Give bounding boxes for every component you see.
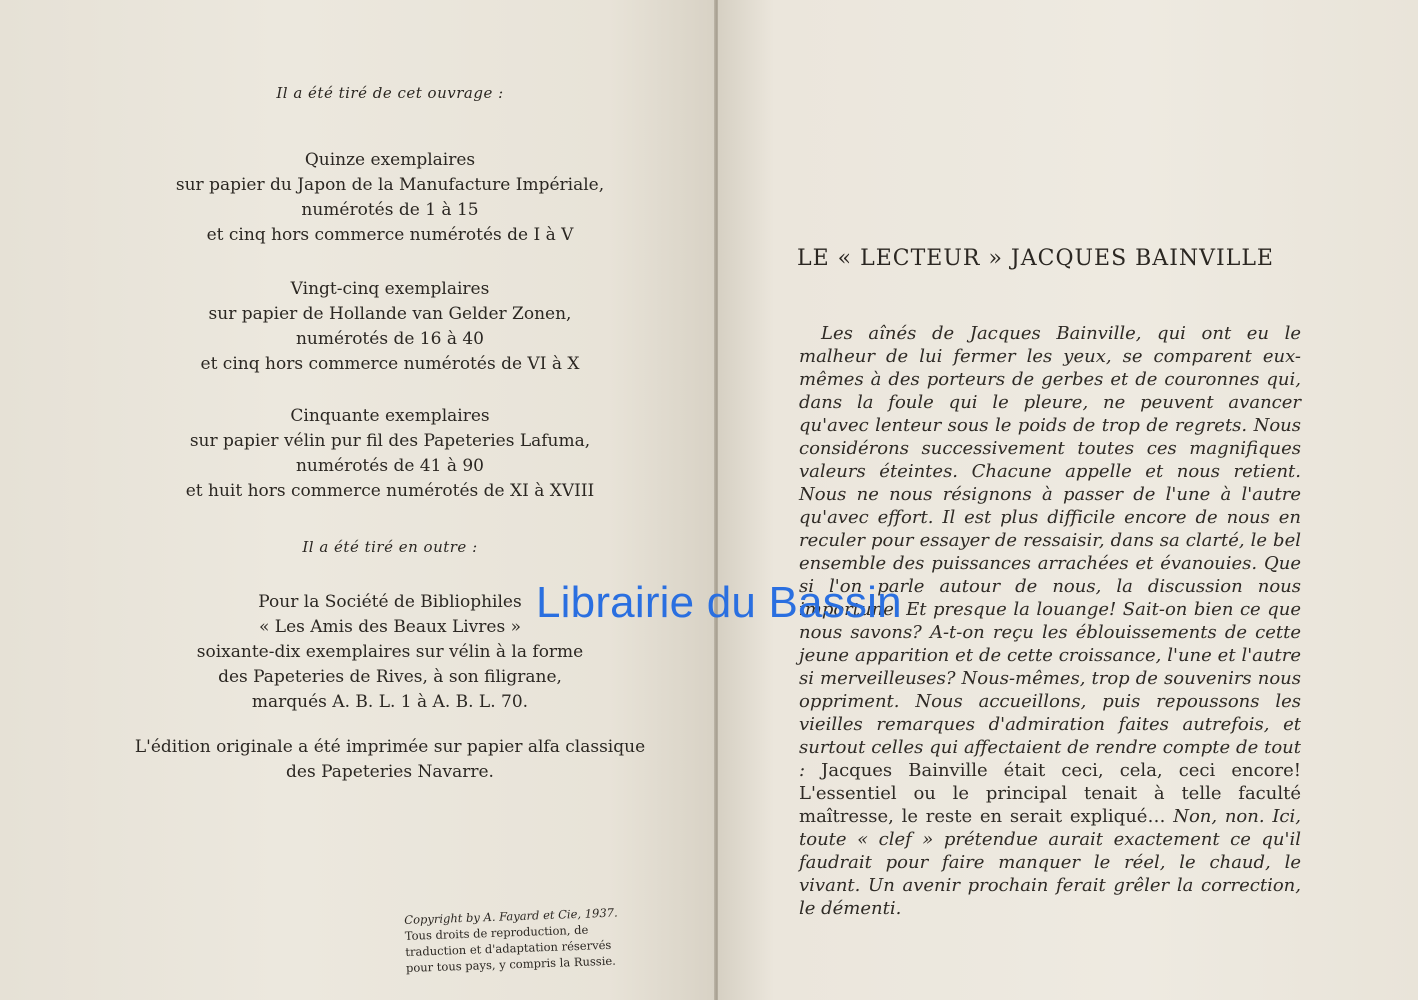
edition-line: sur papier du Japon de la Manufacture Impériale, bbox=[175, 175, 605, 195]
edition-group-japon bbox=[120, 148, 660, 248]
edition-line: Quinze exemplaires bbox=[304, 150, 476, 170]
bibliophiles-line: « Les Amis des Beaux Livres » bbox=[259, 617, 521, 637]
outre-intro: Il a été tiré en outre : bbox=[302, 538, 478, 556]
copyright-line: Tous droits de reproduction, de bbox=[404, 922, 589, 943]
print-run-intro: Il a été tiré de cet ouvrage : bbox=[276, 84, 504, 102]
edition-line: numérotés de 1 à 15 bbox=[301, 200, 479, 220]
edition-line: sur papier de Hollande van Gelder Zonen, bbox=[208, 304, 572, 324]
edition-group-hollande bbox=[120, 277, 660, 377]
edition-line: numérotés de 16 à 40 bbox=[295, 329, 484, 349]
watermark-logo: Librairie du Bassin bbox=[536, 578, 902, 627]
edition-line: Cinquante exemplaires bbox=[290, 406, 490, 426]
copyright-line: Copyright by A. Fayard et Cie, 1937. bbox=[404, 905, 618, 927]
edition-line: Vingt-cinq exemplaires bbox=[290, 279, 490, 299]
edition-line: numérotés de 41 à 90 bbox=[295, 456, 484, 476]
original-edition-block bbox=[110, 735, 670, 785]
body-roman-text: Jacques Bainville était ceci, cela, ceci encore! L'essentiel ou le principal tenait à telle faculté maîtresse, le reste en serait expliqué… bbox=[799, 760, 1301, 827]
edition-group-velin bbox=[120, 404, 660, 504]
bibliophiles-line: des Papeteries de Rives, à son filigrane, bbox=[218, 667, 562, 687]
edition-line: sur papier vélin pur fil des Papeteries Lafuma, bbox=[189, 431, 591, 451]
original-line: des Papeteries Navarre. bbox=[286, 762, 494, 782]
copyright-line: pour tous pays, y compris la Russie. bbox=[405, 953, 617, 975]
bibliophiles-line: marqués A. B. L. 1 à A. B. L. 70. bbox=[251, 692, 529, 712]
body-italic-end-text: Non, non. Ici, toute « clef » prétendue aurait exactement ce qu'il faudrait pour faire manquer le réel, le chaud, le vivant. Un avenir prochain ferait grêler la correction, le démenti. bbox=[799, 806, 1301, 919]
edition-line: et huit hors commerce numérotés de XI à XVIII bbox=[185, 481, 595, 501]
chapter-heading: LE « LECTEUR » JACQUES BAINVILLE bbox=[797, 246, 1274, 271]
edition-line: et cinq hors commerce numérotés de I à V bbox=[206, 225, 574, 245]
body-italic-text: Les aînés de Jacques Bainville, qui ont eu le malheur de lui fermer les yeux, se comparent eux-mêmes à des porteurs de gerbes et de couronnes qui, dans la foule qui le pleure, ne peuvent avancer qu'avec lenteur sous le poids de trop de regrets. Nous considérons successivement toutes ces magnifiques valeurs éteintes. Chacune appelle et nous retient. Nous ne nous résignons à passer de l'une à l'autre qu'avec effort. Il est plus difficile encore de nous en reculer pour essayer de ressaisir, dans sa clarté, le bel ensemble des puissances arrachées et évanouies. Que si l'on parle autour de nous, la discussion nous importune. Et presque la louange! Sait-on bien ce que nous savons? A-t-on reçu les éblouissements de cette jeune apparition et de cette croissance, l'une et l'autre si merveilleuses? Nous-mêmes, trop de souvenirs nous oppriment. Nous accueillons, puis repoussons les vieilles remarques d'admiration faites autrefois, et surtout celles qui affectaient de rendre compte de tout : bbox=[799, 323, 1301, 781]
edition-line: et cinq hors commerce numérotés de VI à X bbox=[200, 354, 580, 374]
copyright-line: traduction et d'adaptation réservés bbox=[405, 937, 612, 959]
original-line: L'édition originale a été imprimée sur papier alfa classique bbox=[134, 737, 646, 757]
bibliophiles-line: Pour la Société de Bibliophiles bbox=[258, 592, 522, 612]
bibliophiles-line: soixante-dix exemplaires sur vélin à la forme bbox=[196, 642, 584, 662]
copyright-notice bbox=[404, 903, 656, 976]
